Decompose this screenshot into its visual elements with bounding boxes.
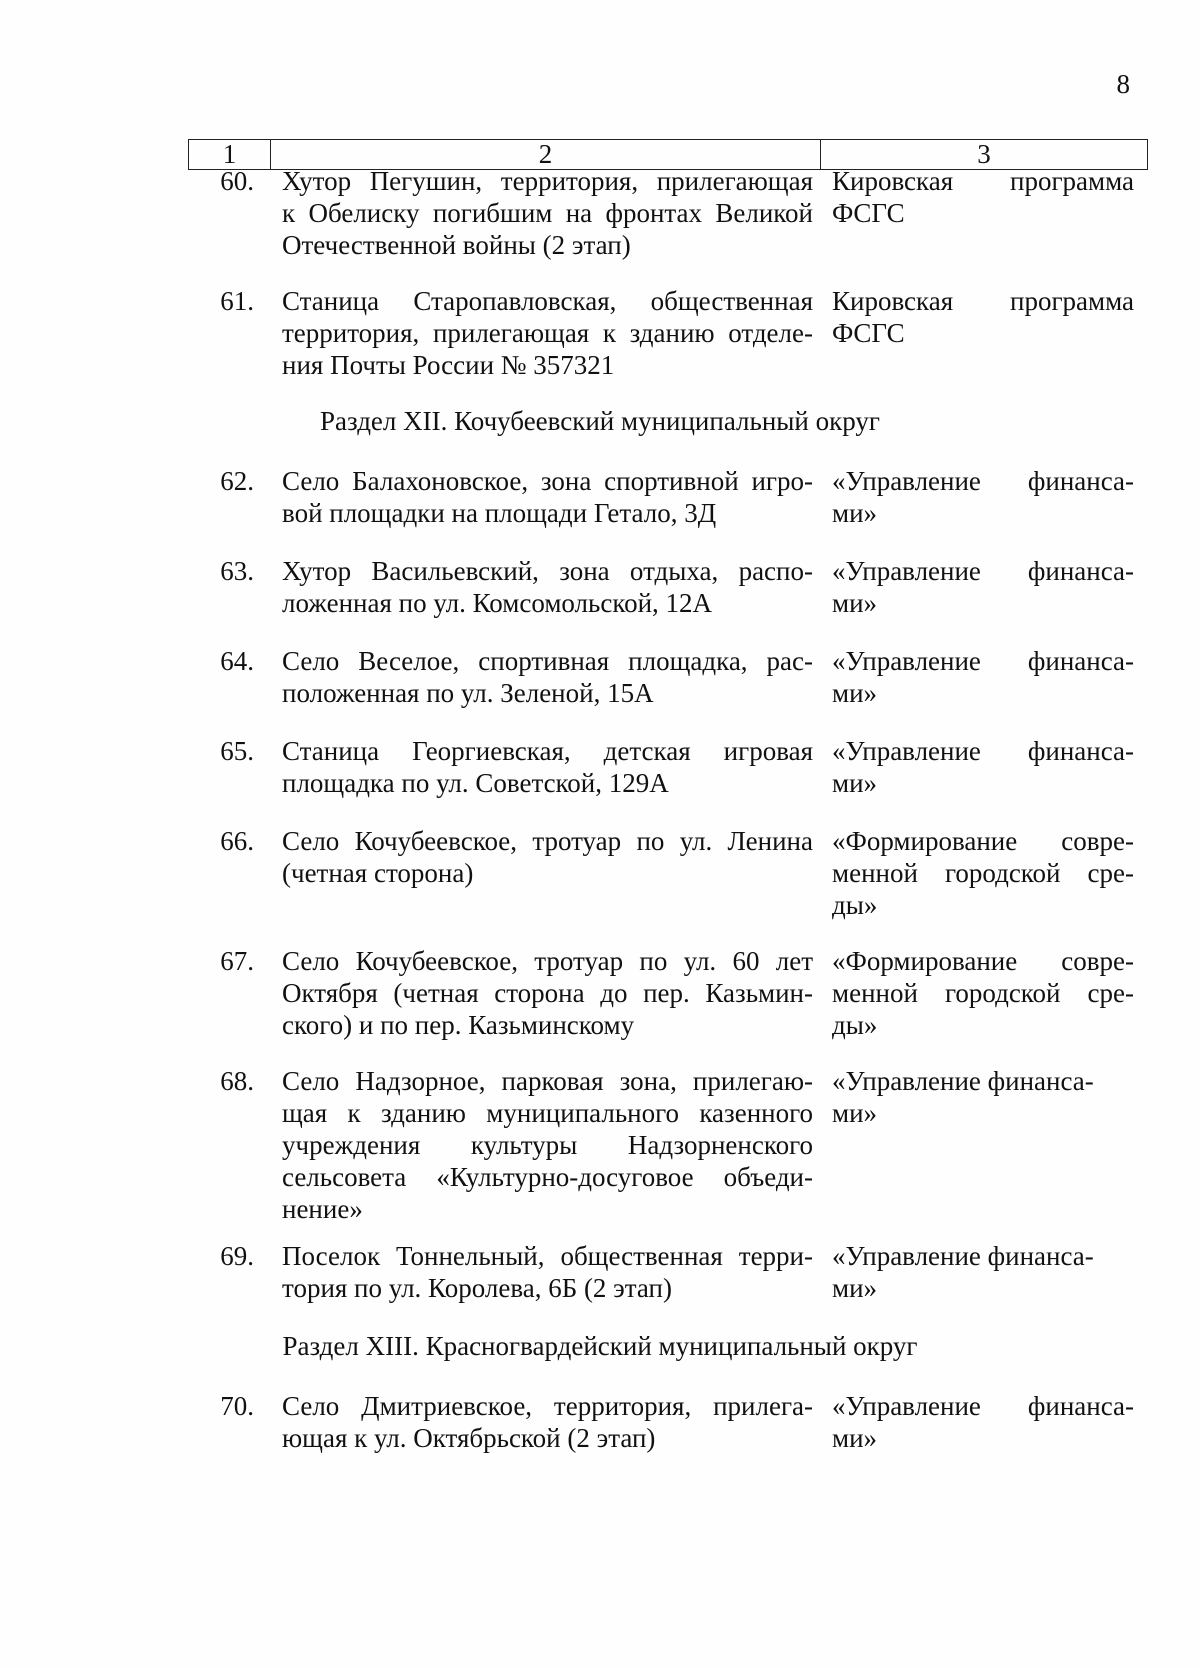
description-line: сельсовета «Культурно-досуговое объеди- <box>282 1162 813 1192</box>
description-line: площадка по ул. Советской, 129А <box>282 768 669 798</box>
description-line: ния Почты России № 357321 <box>282 350 615 380</box>
program-line: ми» <box>832 1273 878 1303</box>
description-line: территория, прилегающая к зданию отделе- <box>282 318 813 348</box>
row-program <box>832 1390 1134 1454</box>
program-line: ми» <box>832 498 878 528</box>
program-line: «Управление финанса- <box>832 466 1134 496</box>
row-program <box>832 1240 1134 1304</box>
row-number: 62. <box>220 466 254 496</box>
program-line: ФСГС <box>832 198 905 228</box>
row-number: 69. <box>220 1241 254 1271</box>
description-line: нение» <box>282 1194 363 1224</box>
section-title: Раздел XII. Кочубеевский муниципальный округ <box>320 406 880 436</box>
row-program <box>832 735 1134 799</box>
program-line: ды» <box>832 1010 878 1040</box>
row-number: 64. <box>220 646 254 676</box>
description-line: Хутор Пегушин, территория, прилегающая <box>282 166 813 196</box>
program-line: ми» <box>832 1098 878 1128</box>
description-line: Село Дмитриевское, территория, прилега- <box>282 1391 813 1421</box>
row-description <box>282 285 813 381</box>
description-line: Станица Георгиевская, детская игровая <box>282 736 813 766</box>
page-number: 8 <box>1116 69 1130 99</box>
description-line: Село Веселое, спортивная площадка, рас- <box>282 646 813 676</box>
program-line: ды» <box>832 890 878 920</box>
program-line: «Управление финанса- <box>832 736 1134 766</box>
row-description <box>282 945 813 1041</box>
description-line: Село Надзорное, парковая зона, прилегаю- <box>282 1066 813 1096</box>
header-col-3: 3 <box>977 139 991 169</box>
row-program <box>832 165 1134 229</box>
program-line: ми» <box>832 588 878 618</box>
description-line: положенная по ул. Зеленой, 15А <box>282 678 654 708</box>
description-line: вой площадки на площади Гетало, 3Д <box>282 498 717 528</box>
section-title: Раздел XIII. Красногвардейский муниципальный округ <box>282 1331 918 1361</box>
description-line: Село Кочубеевское, тротуар по ул. 60 лет <box>282 946 813 976</box>
description-line: щая к зданию муниципального казенного <box>282 1098 813 1128</box>
program-line: «Управление финанса- <box>832 556 1134 586</box>
row-description <box>282 555 813 619</box>
program-line: «Управление финанса- <box>832 1241 1094 1271</box>
row-description <box>282 465 813 529</box>
description-line: Октября (четная сторона до пер. Казьмин- <box>282 978 813 1008</box>
row-program <box>832 945 1134 1041</box>
description-line: ского) и по пер. Казьминскому <box>282 1010 635 1040</box>
program-line: «Управление финанса- <box>832 1391 1134 1421</box>
row-number: 68. <box>220 1066 254 1096</box>
program-line: менной городской сре- <box>832 978 1134 1008</box>
program-line: Кировская программа <box>832 286 1134 316</box>
description-line: к Обелиску погибшим на фронтах Великой <box>282 198 813 228</box>
description-line: Село Балахоновское, зона спортивной игро- <box>282 466 813 496</box>
row-program <box>832 645 1134 709</box>
row-number: 60. <box>220 166 254 196</box>
row-description <box>282 735 813 799</box>
row-description <box>282 1240 813 1304</box>
row-number: 66. <box>220 826 254 856</box>
program-line: «Управление финанса- <box>832 1066 1094 1096</box>
program-line: «Формирование совре- <box>832 946 1134 976</box>
row-number: 67. <box>220 946 254 976</box>
row-program <box>832 285 1134 349</box>
description-line: тория по ул. Королева, 6Б (2 этап) <box>282 1273 672 1303</box>
description-line: учреждения культуры Надзорненского <box>282 1130 813 1160</box>
program-line: «Управление финанса- <box>832 646 1134 676</box>
program-line: Кировская программа <box>832 166 1134 196</box>
description-line: ющая к ул. Октябрьской (2 этап) <box>282 1423 656 1453</box>
row-program <box>832 1065 1134 1129</box>
row-description <box>282 1390 813 1454</box>
description-line: Хутор Васильевский, зона отдыха, распо- <box>282 556 813 586</box>
row-description <box>282 1065 813 1225</box>
header-col-2: 2 <box>271 140 821 169</box>
row-program <box>832 465 1134 529</box>
description-line: Станица Старопавловская, общественная <box>282 286 813 316</box>
description-line: Поселок Тоннельный, общественная терри- <box>282 1241 813 1271</box>
description-line: Село Кочубеевское, тротуар по ул. Ленина <box>282 826 813 856</box>
row-program <box>832 555 1134 619</box>
row-number: 61. <box>220 286 254 316</box>
program-line: ФСГС <box>832 318 905 348</box>
row-description <box>282 825 813 889</box>
row-description <box>282 165 813 261</box>
program-line: ми» <box>832 678 878 708</box>
program-line: «Формирование совре- <box>832 826 1134 856</box>
row-number: 63. <box>220 556 254 586</box>
row-number: 70. <box>220 1391 254 1421</box>
description-line: Отечественной войны (2 этап) <box>282 230 631 260</box>
row-description <box>282 645 813 709</box>
program-line: ми» <box>832 1423 878 1453</box>
header-col-1: 1 <box>189 140 271 169</box>
program-line: ми» <box>832 768 878 798</box>
row-program <box>832 825 1134 921</box>
description-line: (четная сторона) <box>282 858 474 888</box>
description-line: ложенная по ул. Комсомольской, 12А <box>282 588 713 618</box>
row-number: 65. <box>220 736 254 766</box>
program-line: менной городской сре- <box>832 858 1134 888</box>
